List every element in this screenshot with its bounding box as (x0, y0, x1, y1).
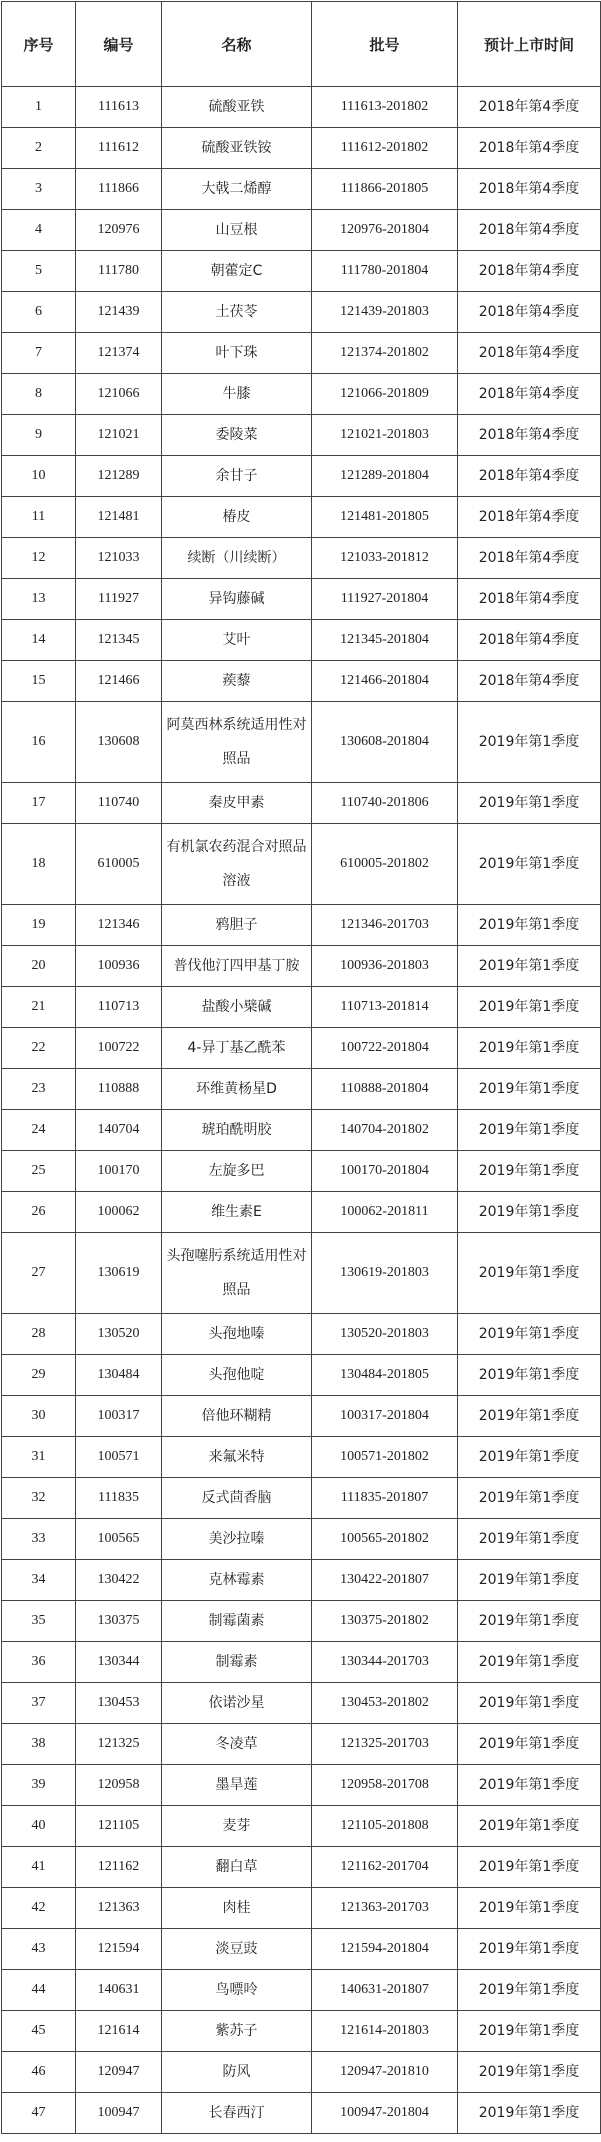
cell-name: 阿莫西林系统适用性对照品 (162, 702, 312, 783)
cell-name: 头孢他啶 (162, 1355, 312, 1396)
table-row (2, 1437, 601, 1478)
cell-batch-no: 130453-201802 (312, 1683, 458, 1724)
cell-name: 有机氯农药混合对照品溶液 (162, 824, 312, 905)
cell-code: 130344 (76, 1642, 162, 1683)
cell-expected-release: 2018年第4季度 (458, 620, 601, 661)
cell-serial-no: 31 (2, 1437, 76, 1478)
cell-serial-no: 1 (2, 87, 76, 128)
cell-code: 121374 (76, 333, 162, 374)
cell-serial-no: 46 (2, 2052, 76, 2093)
cell-serial-no: 7 (2, 333, 76, 374)
cell-name: 淡豆豉 (162, 1929, 312, 1970)
cell-name: 硫酸亚铁 (162, 87, 312, 128)
table-row (2, 2052, 601, 2093)
cell-name: 紫苏子 (162, 2011, 312, 2052)
cell-code: 120947 (76, 2052, 162, 2093)
cell-expected-release: 2019年第1季度 (458, 1683, 601, 1724)
cell-code: 121346 (76, 905, 162, 946)
cell-batch-no: 100062-201811 (312, 1192, 458, 1233)
cell-batch-no: 111927-201804 (312, 579, 458, 620)
table-container (1, 1, 600, 2134)
table-row (2, 1151, 601, 1192)
cell-expected-release: 2019年第1季度 (458, 824, 601, 905)
cell-expected-release: 2018年第4季度 (458, 169, 601, 210)
cell-serial-no: 39 (2, 1765, 76, 1806)
cell-code: 111927 (76, 579, 162, 620)
cell-name: 美沙拉嗪 (162, 1519, 312, 1560)
cell-name: 朝藿定C (162, 251, 312, 292)
cell-serial-no: 10 (2, 456, 76, 497)
cell-serial-no: 29 (2, 1355, 76, 1396)
cell-serial-no: 9 (2, 415, 76, 456)
cell-batch-no: 121162-201704 (312, 1847, 458, 1888)
cell-expected-release: 2019年第1季度 (458, 1314, 601, 1355)
cell-expected-release: 2019年第1季度 (458, 1192, 601, 1233)
cell-expected-release: 2019年第1季度 (458, 1970, 601, 2011)
cell-expected-release: 2019年第1季度 (458, 987, 601, 1028)
cell-expected-release: 2018年第4季度 (458, 210, 601, 251)
cell-expected-release: 2019年第1季度 (458, 2052, 601, 2093)
cell-name: 土茯苓 (162, 292, 312, 333)
table-row (2, 333, 601, 374)
cell-expected-release: 2019年第1季度 (458, 1560, 601, 1601)
cell-name: 鸦胆子 (162, 905, 312, 946)
cell-batch-no: 110888-201804 (312, 1069, 458, 1110)
cell-serial-no: 47 (2, 2093, 76, 2134)
table-row (2, 2011, 601, 2052)
cell-expected-release: 2019年第1季度 (458, 702, 601, 783)
cell-batch-no: 130422-201807 (312, 1560, 458, 1601)
table-row (2, 1683, 601, 1724)
table-row (2, 128, 601, 169)
cell-batch-no: 121363-201703 (312, 1888, 458, 1929)
cell-expected-release: 2018年第4季度 (458, 374, 601, 415)
cell-name: 琥珀酰明胶 (162, 1110, 312, 1151)
table-row (2, 946, 601, 987)
cell-serial-no: 6 (2, 292, 76, 333)
cell-expected-release: 2019年第1季度 (458, 2011, 601, 2052)
cell-serial-no: 41 (2, 1847, 76, 1888)
cell-batch-no: 100170-201804 (312, 1151, 458, 1192)
cell-serial-no: 21 (2, 987, 76, 1028)
table-row (2, 2093, 601, 2134)
cell-batch-no: 130619-201803 (312, 1233, 458, 1314)
cell-expected-release: 2019年第1季度 (458, 1929, 601, 1970)
cell-name: 麦芽 (162, 1806, 312, 1847)
cell-expected-release: 2019年第1季度 (458, 1642, 601, 1683)
cell-name: 倍他环糊精 (162, 1396, 312, 1437)
table-row (2, 210, 601, 251)
table-row (2, 1724, 601, 1765)
cell-code: 120958 (76, 1765, 162, 1806)
cell-serial-no: 40 (2, 1806, 76, 1847)
table-header-row (2, 2, 601, 87)
table-row (2, 374, 601, 415)
table-row (2, 1110, 601, 1151)
cell-batch-no: 121021-201803 (312, 415, 458, 456)
table-row (2, 538, 601, 579)
table-row (2, 1478, 601, 1519)
cell-code: 130453 (76, 1683, 162, 1724)
cell-name: 翻白草 (162, 1847, 312, 1888)
cell-code: 121594 (76, 1929, 162, 1970)
cell-batch-no: 140704-201802 (312, 1110, 458, 1151)
cell-name: 蒺藜 (162, 661, 312, 702)
table-row (2, 620, 601, 661)
cell-code: 130608 (76, 702, 162, 783)
table-row (2, 1888, 601, 1929)
cell-expected-release: 2019年第1季度 (458, 905, 601, 946)
cell-expected-release: 2019年第1季度 (458, 783, 601, 824)
cell-expected-release: 2019年第1季度 (458, 1355, 601, 1396)
cell-expected-release: 2018年第4季度 (458, 661, 601, 702)
table-row (2, 292, 601, 333)
cell-code: 610005 (76, 824, 162, 905)
cell-batch-no: 140631-201807 (312, 1970, 458, 2011)
table-row (2, 1970, 601, 2011)
cell-expected-release: 2018年第4季度 (458, 128, 601, 169)
cell-serial-no: 19 (2, 905, 76, 946)
header-batch-no: 批号 (312, 2, 458, 87)
cell-serial-no: 13 (2, 579, 76, 620)
cell-expected-release: 2019年第1季度 (458, 1396, 601, 1437)
table-row (2, 1028, 601, 1069)
table-row (2, 987, 601, 1028)
cell-name: 冬凌草 (162, 1724, 312, 1765)
cell-name: 制霉素 (162, 1642, 312, 1683)
cell-code: 120976 (76, 210, 162, 251)
header-serial-no: 序号 (2, 2, 76, 87)
cell-code: 121363 (76, 1888, 162, 1929)
cell-name: 4-异丁基乙酰苯 (162, 1028, 312, 1069)
cell-serial-no: 12 (2, 538, 76, 579)
cell-batch-no: 121374-201802 (312, 333, 458, 374)
header-name: 名称 (162, 2, 312, 87)
cell-serial-no: 14 (2, 620, 76, 661)
cell-name: 鸟嘌呤 (162, 1970, 312, 2011)
cell-batch-no: 120947-201810 (312, 2052, 458, 2093)
cell-serial-no: 15 (2, 661, 76, 702)
cell-batch-no: 610005-201802 (312, 824, 458, 905)
cell-code: 100722 (76, 1028, 162, 1069)
cell-serial-no: 33 (2, 1519, 76, 1560)
cell-batch-no: 121439-201803 (312, 292, 458, 333)
cell-name: 普伐他汀四甲基丁胺 (162, 946, 312, 987)
cell-name: 大戟二烯醇 (162, 169, 312, 210)
cell-batch-no: 121105-201808 (312, 1806, 458, 1847)
cell-serial-no: 44 (2, 1970, 76, 2011)
cell-batch-no: 120976-201804 (312, 210, 458, 251)
cell-code: 121614 (76, 2011, 162, 2052)
cell-code: 121439 (76, 292, 162, 333)
cell-serial-no: 45 (2, 2011, 76, 2052)
cell-code: 100170 (76, 1151, 162, 1192)
cell-name: 墨旱莲 (162, 1765, 312, 1806)
cell-code: 110713 (76, 987, 162, 1028)
cell-code: 121105 (76, 1806, 162, 1847)
cell-code: 111613 (76, 87, 162, 128)
cell-batch-no: 130484-201805 (312, 1355, 458, 1396)
cell-batch-no: 111612-201802 (312, 128, 458, 169)
cell-code: 121021 (76, 415, 162, 456)
cell-batch-no: 110713-201814 (312, 987, 458, 1028)
cell-name: 秦皮甲素 (162, 783, 312, 824)
table-row (2, 1396, 601, 1437)
cell-code: 121481 (76, 497, 162, 538)
cell-batch-no: 121346-201703 (312, 905, 458, 946)
cell-name: 山豆根 (162, 210, 312, 251)
cell-name: 续断（川续断） (162, 538, 312, 579)
table-row (2, 1233, 601, 1314)
table-row (2, 1642, 601, 1683)
cell-name: 余甘子 (162, 456, 312, 497)
cell-expected-release: 2019年第1季度 (458, 1069, 601, 1110)
cell-expected-release: 2019年第1季度 (458, 1478, 601, 1519)
cell-name: 叶下珠 (162, 333, 312, 374)
cell-code: 130520 (76, 1314, 162, 1355)
cell-serial-no: 23 (2, 1069, 76, 1110)
cell-expected-release: 2018年第4季度 (458, 415, 601, 456)
cell-code: 110740 (76, 783, 162, 824)
cell-expected-release: 2019年第1季度 (458, 1028, 601, 1069)
cell-code: 100936 (76, 946, 162, 987)
cell-code: 111866 (76, 169, 162, 210)
cell-batch-no: 121289-201804 (312, 456, 458, 497)
cell-serial-no: 35 (2, 1601, 76, 1642)
cell-serial-no: 34 (2, 1560, 76, 1601)
cell-name: 艾叶 (162, 620, 312, 661)
cell-expected-release: 2019年第1季度 (458, 1601, 601, 1642)
cell-code: 130484 (76, 1355, 162, 1396)
cell-code: 130619 (76, 1233, 162, 1314)
cell-name: 异钩藤碱 (162, 579, 312, 620)
cell-serial-no: 30 (2, 1396, 76, 1437)
table-row (2, 1355, 601, 1396)
cell-serial-no: 27 (2, 1233, 76, 1314)
cell-code: 100947 (76, 2093, 162, 2134)
cell-serial-no: 24 (2, 1110, 76, 1151)
cell-batch-no: 130344-201703 (312, 1642, 458, 1683)
cell-serial-no: 5 (2, 251, 76, 292)
cell-batch-no: 100317-201804 (312, 1396, 458, 1437)
cell-serial-no: 2 (2, 128, 76, 169)
cell-expected-release: 2018年第4季度 (458, 538, 601, 579)
cell-expected-release: 2018年第4季度 (458, 579, 601, 620)
cell-serial-no: 43 (2, 1929, 76, 1970)
cell-code: 111612 (76, 128, 162, 169)
table-row (2, 1560, 601, 1601)
cell-expected-release: 2019年第1季度 (458, 1233, 601, 1314)
cell-serial-no: 25 (2, 1151, 76, 1192)
cell-name: 制霉菌素 (162, 1601, 312, 1642)
cell-expected-release: 2019年第1季度 (458, 1765, 601, 1806)
cell-expected-release: 2019年第1季度 (458, 1519, 601, 1560)
cell-code: 111835 (76, 1478, 162, 1519)
cell-serial-no: 36 (2, 1642, 76, 1683)
table-row (2, 783, 601, 824)
cell-expected-release: 2019年第1季度 (458, 946, 601, 987)
cell-serial-no: 11 (2, 497, 76, 538)
cell-code: 100571 (76, 1437, 162, 1478)
cell-name: 牛膝 (162, 374, 312, 415)
cell-name: 防风 (162, 2052, 312, 2093)
cell-batch-no: 100947-201804 (312, 2093, 458, 2134)
cell-name: 克林霉素 (162, 1560, 312, 1601)
cell-code: 121466 (76, 661, 162, 702)
table-row (2, 1847, 601, 1888)
table-row (2, 1314, 601, 1355)
cell-code: 140704 (76, 1110, 162, 1151)
cell-code: 121162 (76, 1847, 162, 1888)
cell-expected-release: 2019年第1季度 (458, 1888, 601, 1929)
cell-batch-no: 100936-201803 (312, 946, 458, 987)
cell-expected-release: 2019年第1季度 (458, 1437, 601, 1478)
cell-expected-release: 2019年第1季度 (458, 1110, 601, 1151)
cell-expected-release: 2018年第4季度 (458, 251, 601, 292)
cell-expected-release: 2018年第4季度 (458, 456, 601, 497)
cell-code: 110888 (76, 1069, 162, 1110)
cell-batch-no: 100571-201802 (312, 1437, 458, 1478)
cell-batch-no: 121481-201805 (312, 497, 458, 538)
table-row (2, 579, 601, 620)
cell-batch-no: 130608-201804 (312, 702, 458, 783)
cell-name: 环维黄杨星D (162, 1069, 312, 1110)
cell-code: 121325 (76, 1724, 162, 1765)
cell-batch-no: 121066-201809 (312, 374, 458, 415)
cell-batch-no: 110740-201806 (312, 783, 458, 824)
cell-name: 椿皮 (162, 497, 312, 538)
table-row (2, 661, 601, 702)
cell-name: 头孢噻肟系统适用性对照品 (162, 1233, 312, 1314)
cell-serial-no: 18 (2, 824, 76, 905)
cell-serial-no: 37 (2, 1683, 76, 1724)
cell-name: 肉桂 (162, 1888, 312, 1929)
table-row (2, 169, 601, 210)
cell-serial-no: 42 (2, 1888, 76, 1929)
cell-expected-release: 2019年第1季度 (458, 2093, 601, 2134)
header-code: 编号 (76, 2, 162, 87)
table-row (2, 1765, 601, 1806)
cell-serial-no: 26 (2, 1192, 76, 1233)
cell-batch-no: 121594-201804 (312, 1929, 458, 1970)
cell-name: 硫酸亚铁铵 (162, 128, 312, 169)
cell-batch-no: 121033-201812 (312, 538, 458, 579)
cell-expected-release: 2019年第1季度 (458, 1847, 601, 1888)
cell-batch-no: 121466-201804 (312, 661, 458, 702)
cell-code: 140631 (76, 1970, 162, 2011)
cell-name: 委陵菜 (162, 415, 312, 456)
cell-batch-no: 100722-201804 (312, 1028, 458, 1069)
cell-batch-no: 130520-201803 (312, 1314, 458, 1355)
cell-code: 111780 (76, 251, 162, 292)
table-row (2, 1601, 601, 1642)
table-row (2, 702, 601, 783)
cell-serial-no: 28 (2, 1314, 76, 1355)
cell-serial-no: 22 (2, 1028, 76, 1069)
cell-serial-no: 32 (2, 1478, 76, 1519)
cell-serial-no: 8 (2, 374, 76, 415)
cell-name: 长春西汀 (162, 2093, 312, 2134)
cell-expected-release: 2018年第4季度 (458, 497, 601, 538)
cell-name: 来氟米特 (162, 1437, 312, 1478)
cell-batch-no: 111780-201804 (312, 251, 458, 292)
cell-batch-no: 121345-201804 (312, 620, 458, 661)
cell-code: 100317 (76, 1396, 162, 1437)
cell-name: 盐酸小檗碱 (162, 987, 312, 1028)
cell-serial-no: 17 (2, 783, 76, 824)
reference-standards-table (1, 1, 601, 2134)
cell-batch-no: 121614-201803 (312, 2011, 458, 2052)
table-row (2, 1069, 601, 1110)
cell-batch-no: 121325-201703 (312, 1724, 458, 1765)
cell-expected-release: 2018年第4季度 (458, 292, 601, 333)
cell-code: 130422 (76, 1560, 162, 1601)
cell-code: 121289 (76, 456, 162, 497)
cell-code: 121345 (76, 620, 162, 661)
cell-batch-no: 111613-201802 (312, 87, 458, 128)
cell-name: 依诺沙星 (162, 1683, 312, 1724)
cell-name: 左旋多巴 (162, 1151, 312, 1192)
table-row (2, 905, 601, 946)
cell-serial-no: 20 (2, 946, 76, 987)
cell-expected-release: 2019年第1季度 (458, 1806, 601, 1847)
cell-code: 100565 (76, 1519, 162, 1560)
table-row (2, 251, 601, 292)
table-row (2, 1929, 601, 1970)
table-row (2, 1192, 601, 1233)
cell-name: 反式茴香脑 (162, 1478, 312, 1519)
cell-batch-no: 130375-201802 (312, 1601, 458, 1642)
table-row (2, 824, 601, 905)
cell-serial-no: 4 (2, 210, 76, 251)
cell-code: 130375 (76, 1601, 162, 1642)
table-row (2, 87, 601, 128)
cell-batch-no: 111866-201805 (312, 169, 458, 210)
table-body (2, 87, 601, 2134)
cell-expected-release: 2019年第1季度 (458, 1724, 601, 1765)
cell-batch-no: 111835-201807 (312, 1478, 458, 1519)
cell-serial-no: 16 (2, 702, 76, 783)
cell-code: 100062 (76, 1192, 162, 1233)
cell-code: 121066 (76, 374, 162, 415)
cell-batch-no: 120958-201708 (312, 1765, 458, 1806)
table-row (2, 456, 601, 497)
cell-expected-release: 2018年第4季度 (458, 333, 601, 374)
table-row (2, 1519, 601, 1560)
cell-name: 维生素E (162, 1192, 312, 1233)
cell-code: 121033 (76, 538, 162, 579)
table-row (2, 415, 601, 456)
cell-expected-release: 2019年第1季度 (458, 1151, 601, 1192)
header-expected-release: 预计上市时间 (458, 2, 601, 87)
cell-name: 头孢地嗪 (162, 1314, 312, 1355)
cell-batch-no: 100565-201802 (312, 1519, 458, 1560)
cell-serial-no: 3 (2, 169, 76, 210)
cell-expected-release: 2018年第4季度 (458, 87, 601, 128)
table-row (2, 1806, 601, 1847)
cell-serial-no: 38 (2, 1724, 76, 1765)
table-row (2, 497, 601, 538)
